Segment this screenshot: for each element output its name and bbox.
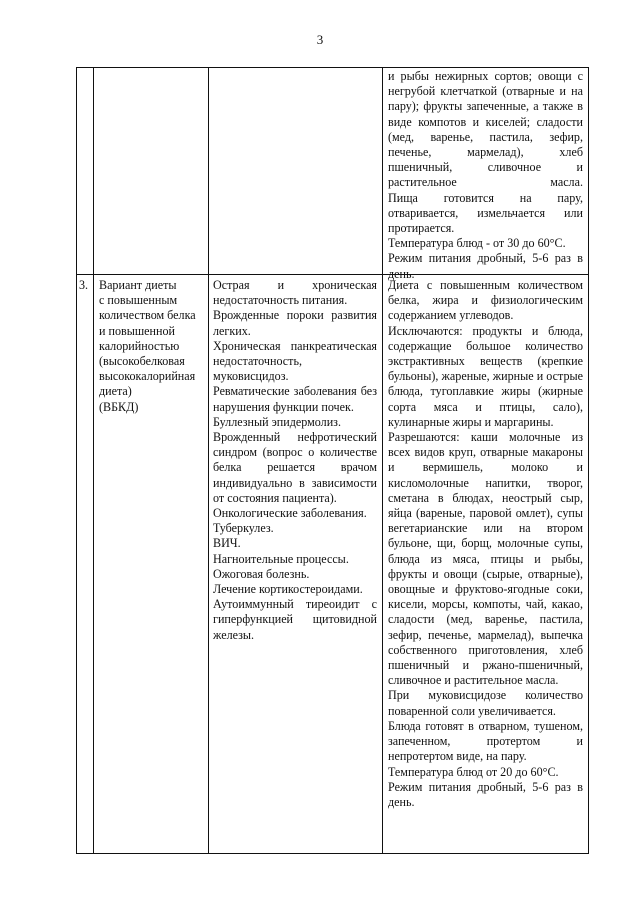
indication-item: ВИЧ.	[213, 536, 241, 551]
name-line: Вариант диеты	[99, 278, 177, 292]
diet-paragraph: Режим питания дробный, 5-6 раз в день.	[388, 779, 583, 809]
indication-item: Врожденный нефротический синдром (вопрос о количестве белка решается врачом индивидуально в зависимости от состояния пациента).	[213, 430, 377, 505]
indication-item: Врожденные пороки развития легких.	[213, 308, 377, 338]
indication-item: Острая и хроническая недостаточность питания.	[213, 278, 377, 308]
indication-item: Ожоговая болезнь.	[213, 566, 310, 581]
diet-paragraph: и рыбы нежирных сортов; овощи с негрубой клетчаткой (отварные и на пару); фрукты запеченные, а также в виде компотов и киселей; сладости (мед, варенье, пастила, зефир, печенье, мармелад), хлеб пшеничный, сливочное и растительное масла.	[388, 69, 583, 190]
name-line: (высокобелковая	[99, 354, 185, 369]
diet-paragraph: Температура блюд от 20 до 60°С.	[388, 764, 559, 779]
indication-item: Ревматические заболевания без нарушения функции почек.	[213, 384, 377, 414]
row-prev-diet-description	[388, 69, 583, 282]
column-divider-number	[93, 67, 94, 854]
name-line: калорийностью	[99, 338, 180, 353]
table-border-left	[76, 67, 77, 854]
diet-paragraph: При муковисцидозе количество поваренной соли увеличивается.	[388, 688, 583, 718]
name-line: диета)	[99, 384, 132, 399]
diet-paragraph: Температура блюд - от 30 до 60°С.	[388, 236, 566, 251]
diet-paragraph: Блюда готовят в отварном, тушеном, запеченном, протертом и непротертом виде, на пару.	[388, 718, 583, 764]
indication-item: Лечение кортикостероидами.	[213, 582, 363, 597]
indication-item: Нагноительные процессы.	[213, 551, 349, 566]
indication-item: Онкологические заболевания.	[213, 506, 367, 521]
indication-item: Хроническая панкреатическая недостаточность, муковисцидоз.	[213, 338, 377, 384]
table-border-top	[76, 67, 589, 68]
diet-variant-name	[99, 278, 205, 415]
name-line: и повышенной	[99, 323, 175, 338]
table-border-bottom	[76, 853, 589, 854]
name-line: с повышенным	[99, 293, 178, 308]
diet-paragraph: Пища готовится на пару, отваривается, измельчается или протирается.	[388, 190, 583, 236]
table-border-right	[588, 67, 589, 854]
name-line: количеством белка	[99, 308, 196, 323]
row3-diet-description	[388, 278, 583, 810]
indication-item: Буллезный эпидермолиз.	[213, 414, 341, 429]
diet-paragraph: Режим питания дробный, 5-6 раз в день.	[388, 251, 583, 281]
diet-paragraph: Исключаются: продукты и блюда, содержащие большое количество экстрактивных веществ (крепкие бульоны), жареные, жирные и острые блюда, тугоплавкие жиры (жирные сорта мяса и птицы, сало), кулинарные жиры и маргарины.	[388, 323, 583, 429]
diet-paragraph: Диета с повышенным количеством белка, жира и физиологическим содержанием углеводов.	[388, 278, 583, 323]
indication-item: Туберкулез.	[213, 521, 274, 536]
indication-item: Аутоиммунный тиреоидит с гиперфункцией щитовидной железы.	[213, 597, 377, 642]
page-number: 3	[316, 32, 324, 47]
column-divider-indications	[382, 67, 383, 854]
column-divider-name	[208, 67, 209, 854]
indications-list	[213, 278, 377, 643]
diet-paragraph: Разрешаются: каши молочные из всех видов круп, отварные макароны и вермишель, молоко и кисломолочные напитки, творог, сметана в блюдах, неострый сыр, яйца (вареные, паровой омлет), супы вегетарианские или на втором бульоне, щи, борщ, молочные супы, блюда из мяса, птицы и рыбы, фрукты и овощи (сырые, отварные), овощные и фруктово-ягодные соки, кисели, морсы, компоты, чай, какао, сладости (мед, варенье, пастила, зефир, печенье, мармелад), выпечка собственного приготовления, хлеб пшеничный и ржано-пшеничный, сливочное и растительное масла.	[388, 430, 583, 688]
diet-table	[76, 67, 589, 854]
row-number: 3.	[79, 278, 89, 292]
name-line: высококалорийная	[99, 369, 196, 384]
name-line: (ВБКД)	[99, 399, 139, 414]
